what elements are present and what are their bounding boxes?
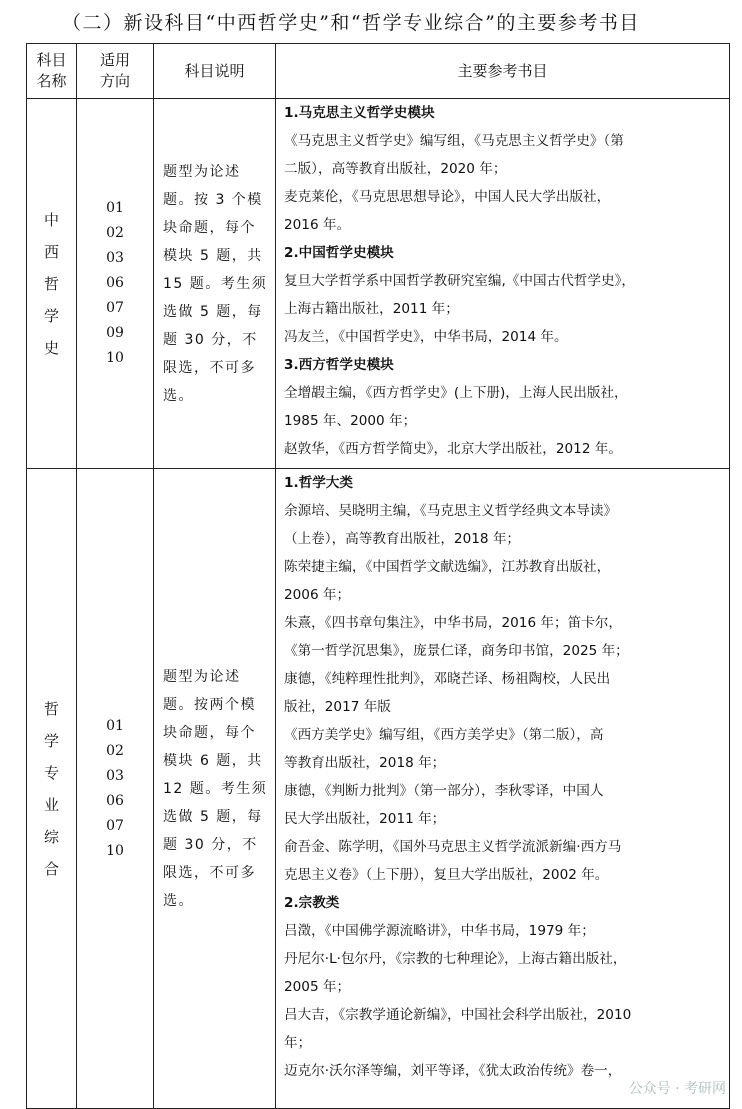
subject-char: 合 [43,859,59,878]
direction-cell [77,469,154,1109]
books-cell [276,99,730,469]
description-line: 题 30 分，不 [163,836,258,853]
book-reference-line: 余源培、吴晓明主编，《马克思主义哲学经典文本导读》 [284,503,618,519]
reference-table [26,43,730,1109]
book-reference-line: 吕大吉，《宗教学通论新编》，中国社会科学出版社，2010 [284,1007,632,1023]
header-direction-line: 适用 [99,51,130,69]
book-reference-line: 康德，《纯粹理性批判》，邓晓芒译、杨祖陶校，人民出 [284,671,611,687]
description-line: 题 30 分，不 [163,331,258,348]
book-reference-line: 麦克莱伦，《马克思思想导论》，中国人民大学出版社， [284,189,611,205]
subject-char: 哲 [43,699,59,718]
book-reference-line: 迈克尔·沃尔泽等编，刘平等译，《犹太政治传统》卷一， [284,1063,622,1079]
header-direction-line: 方向 [99,72,130,90]
watermark: 公众号 · 考研网 [628,1081,726,1097]
book-reference-line: 《西方美学史》编写组，《西方美学史》（第二版），高 [284,727,604,743]
header-books: 主要参考书目 [276,44,730,99]
direction-code: 07 [106,300,124,316]
header-direction [77,44,154,99]
header-description: 科目说明 [154,44,276,99]
description-line: 选做 5 题，每 [163,808,263,825]
table-row [27,469,730,1109]
book-reference-line: 版社，2017 年版 [284,699,391,715]
direction-code: 06 [106,792,124,809]
description-line: 限选，不可多 [163,864,256,881]
module-heading: 2.中国哲学史模块 [284,245,394,261]
subject-char: 学 [43,306,59,325]
description-line: 模块 6 题，共 [163,752,263,769]
description-line: 题。按两个模 [163,696,256,713]
direction-code: 02 [106,742,124,759]
book-reference-line: 冯友兰，《中国哲学史》，中华书局，2014 年。 [284,329,568,345]
book-reference-line: （上卷），高等教育出版社，2018 年； [284,531,521,547]
book-reference-line: 民大学出版社，2011 年； [284,811,446,827]
book-reference-line: 《马克思主义哲学史》编写组，《马克思主义哲学史》（第 [284,133,624,149]
module-heading: 1.哲学大类 [284,475,353,491]
book-reference-line: 《第一哲学沉思集》，庞景仁译，商务印书馆，2025 年； [284,643,629,659]
subject-char: 中 [43,210,59,229]
description-line: 15 题。考生须 [163,275,268,292]
book-reference-line: 俞吾金、陈学明，《国外马克思主义哲学流派新编·西方马 [284,839,622,855]
direction-code: 10 [106,842,124,859]
header-subject-line: 名称 [36,72,67,90]
description-line: 块命题，每个 [163,724,256,741]
module-heading: 2.宗教类 [284,895,340,911]
book-reference-line: 丹尼尔·L·包尔丹，《宗教的七种理论》，上海古籍出版社， [284,951,627,967]
description-line: 选。 [163,892,194,909]
books-cell [276,469,730,1109]
book-reference-line: 年； [284,1035,312,1051]
direction-cell [77,99,154,469]
subject-name-cell [27,99,77,469]
description-line: 选做 5 题，每 [163,303,263,320]
direction-code: 01 [106,200,124,216]
module-heading: 1.马克思主义哲学史模块 [284,105,435,121]
header-subject [27,44,77,99]
book-reference-line: 上海古籍出版社，2011 年； [284,301,459,317]
description-line: 题型为论述 [163,668,241,685]
description-line: 题。按 3 个模 [163,191,263,208]
direction-code: 02 [106,225,124,241]
book-reference-line: 陈荣捷主编，《中国哲学文献选编》，江苏教育出版社， [284,559,611,575]
description-line: 选。 [163,387,194,404]
subject-char: 业 [43,795,59,814]
description-cell [154,469,276,1109]
subject-char: 哲 [43,274,59,293]
book-reference-line: 2006 年； [284,587,351,603]
book-reference-line: 2005 年； [284,979,351,995]
page-title: （二）新设科目“中西哲学史”和“哲学专业综合”的主要参考书目 [62,12,640,34]
book-reference-line: 等教育出版社，2018 年； [284,755,446,771]
book-reference-line: 二版），高等教育出版社，2020 年； [284,161,507,177]
book-reference-line: 朱熹，《四书章句集注》，中华书局，2016 年；笛卡尔， [284,615,622,631]
subject-char: 综 [43,827,59,846]
module-heading: 3.西方哲学史模块 [284,357,394,373]
table-row [27,99,730,469]
description-line: 限选，不可多 [163,359,256,376]
book-reference-line: 赵敦华，《西方哲学简史》，北京大学出版社，2012 年。 [284,441,622,457]
direction-code: 03 [106,767,124,784]
description-line: 块命题，每个 [163,219,256,236]
direction-code: 06 [106,275,124,291]
subject-name-cell [27,469,77,1109]
subject-char: 西 [43,242,59,261]
direction-code: 03 [106,250,124,266]
book-reference-line: 吕澂，《中国佛学源流略讲》，中华书局，1979 年； [284,923,595,939]
subject-char: 史 [43,338,59,357]
direction-code: 07 [106,817,124,834]
book-reference-line: 全增嘏主编，《西方哲学史》(上下册)，上海人民出版社， [284,385,628,401]
direction-code: 10 [106,350,124,366]
book-reference-line: 康德，《判断力批判》（第一部分），李秋零译，中国人 [284,783,604,799]
book-reference-line: 2016 年。 [284,217,351,233]
table-header-row [27,44,730,99]
header-subject-line: 科目 [36,51,67,69]
direction-code: 01 [106,717,124,734]
book-reference-line: 克思主义卷》（上下册），复旦大学出版社，2002 年。 [284,867,609,883]
description-line: 题型为论述 [163,163,241,180]
book-reference-line: 1985 年、2000 年； [284,413,417,429]
subject-char: 专 [43,763,59,782]
description-line: 12 题。考生须 [163,780,268,797]
subject-char: 学 [43,731,59,750]
description-line: 模块 5 题，共 [163,247,263,264]
direction-code: 09 [106,325,124,341]
description-cell [154,99,276,469]
book-reference-line: 复旦大学哲学系中国哲学教研究室编,《中国古代哲学史》， [284,273,635,289]
